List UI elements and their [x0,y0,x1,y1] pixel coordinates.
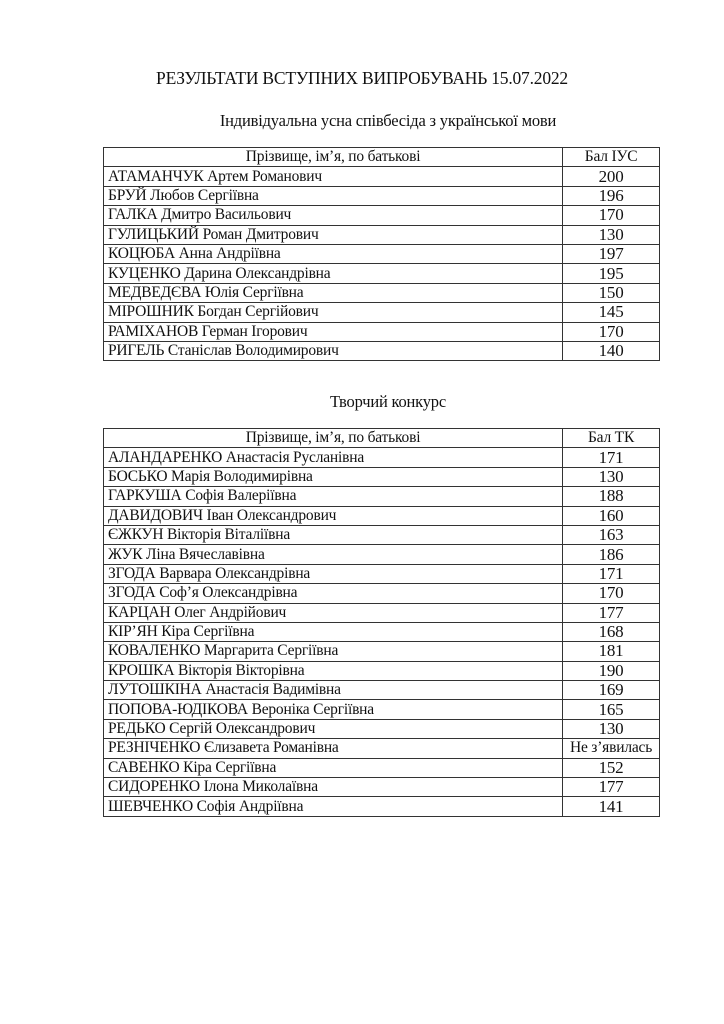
applicant-name: ГАРКУША Софія Валеріївна [104,487,563,506]
applicant-score: 168 [563,622,660,641]
applicant-name: ДАВИДОВИЧ Іван Олександрович [104,506,563,525]
applicant-score: 160 [563,506,660,525]
applicant-score: Не з’явилась [563,739,660,758]
table-row [104,564,660,583]
applicant-name: БРУЙ Любов Сергіївна [104,186,563,205]
applicant-score: 196 [563,186,660,205]
applicant-name: ГУЛИЦЬКИЙ Роман Дмитрович [104,225,563,244]
applicant-name: КІР’ЯН Кіра Сергіївна [104,622,563,641]
applicant-name: СИДОРЕНКО Ілона Миколаївна [104,778,563,797]
table-row [104,244,660,263]
table-body [104,167,660,361]
table-row [104,584,660,603]
table-row [104,225,660,244]
table-row [104,719,660,738]
applicant-score: 130 [563,719,660,738]
table-body [104,448,660,816]
column-header-name: Прізвище, ім’я, по батькові [104,148,563,167]
table-header-row [104,148,660,167]
table-row [104,525,660,544]
applicant-name: РИГЕЛЬ Станіслав Володимирович [104,341,563,360]
applicant-score: 152 [563,758,660,777]
applicant-score: 140 [563,341,660,360]
applicant-name: АТАМАНЧУК Артем Романович [104,167,563,186]
table-row [104,739,660,758]
applicant-name: РЕЗНІЧЕНКО Єлизавета Романівна [104,739,563,758]
applicant-score: 197 [563,244,660,263]
applicant-name: ЗГОДА Соф’я Олександрівна [104,584,563,603]
applicant-score: 170 [563,322,660,341]
table-row [104,264,660,283]
applicant-name: РЕДЬКО Сергій Олександрович [104,719,563,738]
applicant-score: 170 [563,206,660,225]
table-row [104,778,660,797]
oral-interview-results-table [103,147,660,361]
table-row [104,661,660,680]
applicant-score: 130 [563,467,660,486]
table-row [104,622,660,641]
applicant-score: 170 [563,584,660,603]
applicant-name: ПОПОВА-ЮДІКОВА Вероніка Сергіївна [104,700,563,719]
table-row [104,797,660,816]
applicant-name: САВЕНКО Кіра Сергіївна [104,758,563,777]
applicant-score: 165 [563,700,660,719]
applicant-score: 195 [563,264,660,283]
applicant-name: АЛАНДАРЕНКО Анастасія Русланівна [104,448,563,467]
section-title-oral-interview: Індивідуальна усна співбесіда з української мови [219,111,557,130]
column-header-score: Бал ІУС [563,148,660,167]
applicant-score: 177 [563,778,660,797]
section-title-creative-contest: Творчий конкурс [330,392,446,411]
applicant-name: МЕДВЕДЄВА Юлія Сергіївна [104,283,563,302]
applicant-name: МІРОШНИК Богдан Сергійович [104,303,563,322]
table-row [104,545,660,564]
table-row [104,186,660,205]
applicant-name: ЖУК Ліна Вячеславівна [104,545,563,564]
table-row [104,448,660,467]
table-row [104,681,660,700]
applicant-score: 145 [563,303,660,322]
applicant-score: 188 [563,487,660,506]
applicant-score: 171 [563,564,660,583]
applicant-score: 169 [563,681,660,700]
applicant-name: ЄЖКУН Вікторія Віталіївна [104,525,563,544]
applicant-score: 163 [563,525,660,544]
column-header-name: Прізвище, ім’я, по батькові [104,429,563,448]
applicant-score: 200 [563,167,660,186]
table-row [104,467,660,486]
table-row [104,758,660,777]
applicant-name: ЗГОДА Варвара Олександрівна [104,564,563,583]
creative-contest-results-table [103,428,660,817]
table-row [104,322,660,341]
applicant-name: БОСЬКО Марія Володимирівна [104,467,563,486]
applicant-score: 171 [563,448,660,467]
applicant-score: 181 [563,642,660,661]
applicant-score: 177 [563,603,660,622]
applicant-name: КРОШКА Вікторія Вікторівна [104,661,563,680]
applicant-name: ГАЛКА Дмитро Васильович [104,206,563,225]
table-row [104,506,660,525]
table-row [104,603,660,622]
table-header-row [104,429,660,448]
applicant-name: КОВАЛЕНКО Маргарита Сергіївна [104,642,563,661]
table-row [104,167,660,186]
applicant-score: 190 [563,661,660,680]
applicant-score: 141 [563,797,660,816]
applicant-name: КОЦЮБА Анна Андріївна [104,244,563,263]
column-header-score: Бал ТК [563,429,660,448]
table-row [104,700,660,719]
applicant-name: КАРЦАН Олег Андрійович [104,603,563,622]
applicant-score: 130 [563,225,660,244]
table-row [104,283,660,302]
applicant-score: 150 [563,283,660,302]
table-row [104,642,660,661]
applicant-name: КУЦЕНКО Дарина Олександрівна [104,264,563,283]
table-row [104,206,660,225]
applicant-name: ШЕВЧЕНКО Софія Андріївна [104,797,563,816]
table-row [104,303,660,322]
applicant-score: 186 [563,545,660,564]
table-row [104,487,660,506]
applicant-name: РАМІХАНОВ Герман Ігорович [104,322,563,341]
page-title: РЕЗУЛЬТАТИ ВСТУПНИХ ВИПРОБУВАНЬ 15.07.2022 [156,68,568,88]
applicant-name: ЛУТОШКІНА Анастасія Вадимівна [104,681,563,700]
table-row [104,341,660,360]
